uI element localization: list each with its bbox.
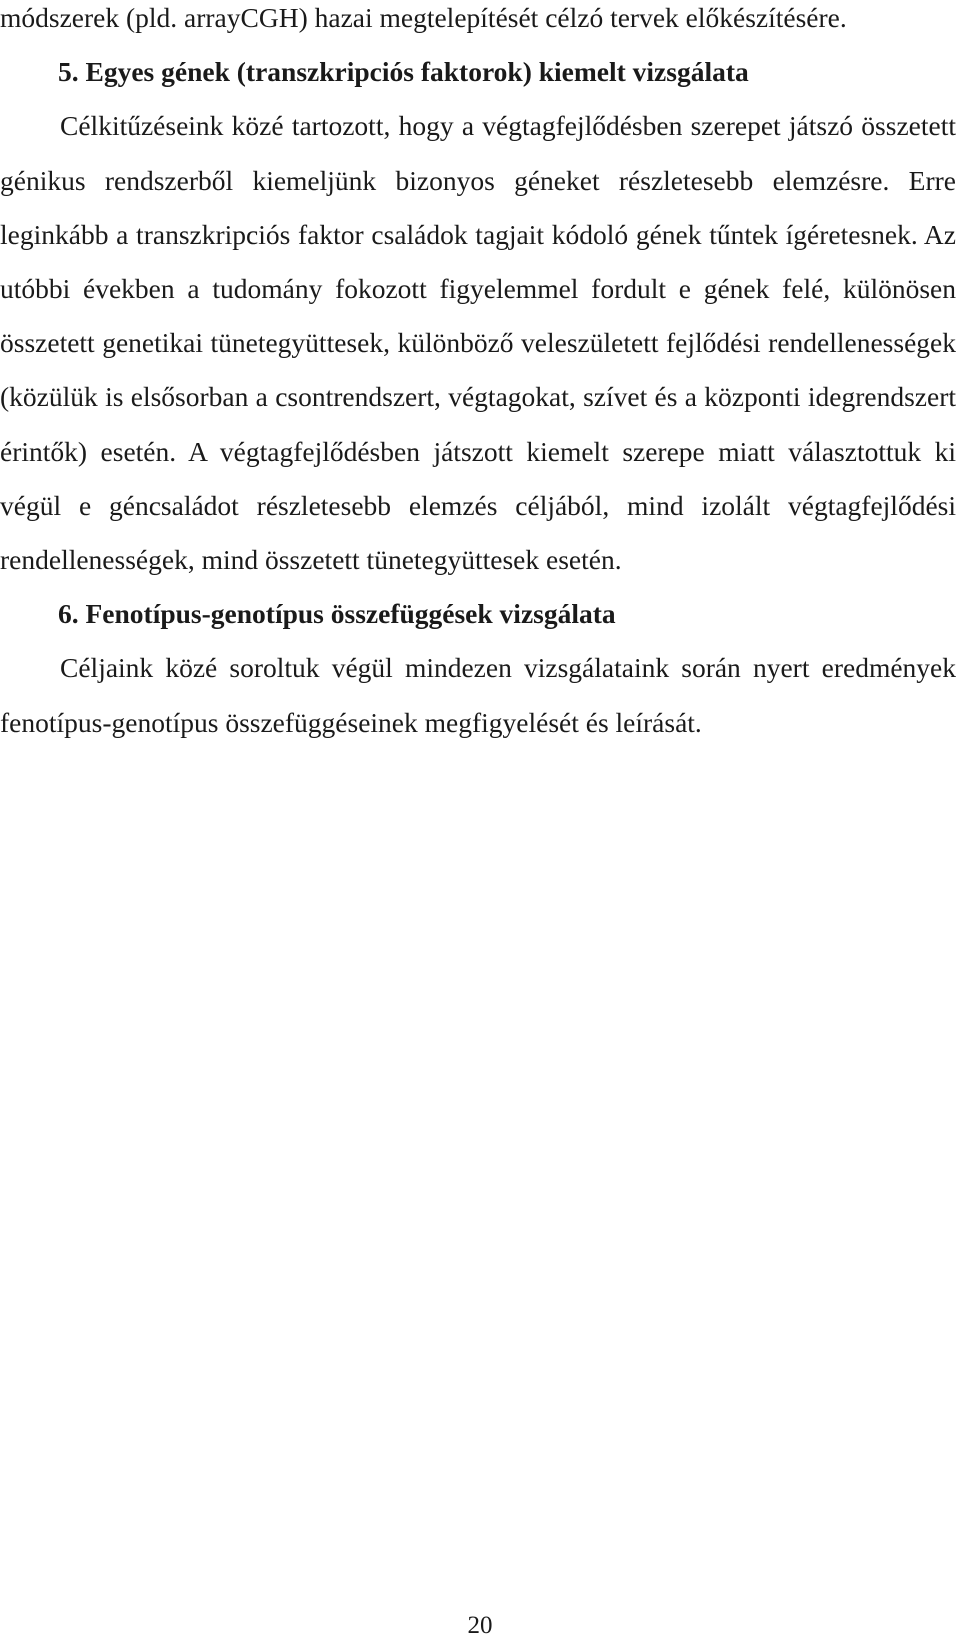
section-5-paragraph: Célkitűzéseink közé tartozott, hogy a végtagfejlődésben szerepet játszó összetett génikus rendszerből kiemeljünk bizonyos géneket részletesebb elemzésre. Erre leginkább a transzkripciós faktor családok tagjait kódoló gének tűntek ígéretesnek. Az utóbbi években a tudomány fokozott figyelemmel fordult e gének felé, különösen összetett genetikai tünetegyüttesek, különböző veleszületett fejlődési rendellenességek (közülük is elsősorban a csontrendszert, végtagokat, szívet és a központi idegrendszert érintők) esetén. A végtagfejlődésben játszott kiemelt szerepe miatt választottuk ki végül e géncsaládot részletesebb elemzés céljából, mind izolált végtagfejlődési rendellenességek, mind összetett tünetegyüttesek esetén. [0,110,956,576]
page-number: 20 [467,1612,493,1639]
section-5-heading: 5. Egyes gének (transzkripciós faktorok) kiemelt vizsgálata [58,56,749,88]
continuation-paragraph: módszerek (pld. arrayCGH) hazai megtelepítését célzó tervek előkészítésére. [0,2,847,33]
section-6-heading: 6. Fenotípus-genotípus összefüggések vizsgálata [58,598,616,630]
document-body [0,0,956,750]
section-6-paragraph: Céljaink közé soroltuk végül mindezen vizsgálataink során nyert eredmények fenotípus-genotípus összefüggéseinek megfigyelését és leírását. [0,652,956,738]
